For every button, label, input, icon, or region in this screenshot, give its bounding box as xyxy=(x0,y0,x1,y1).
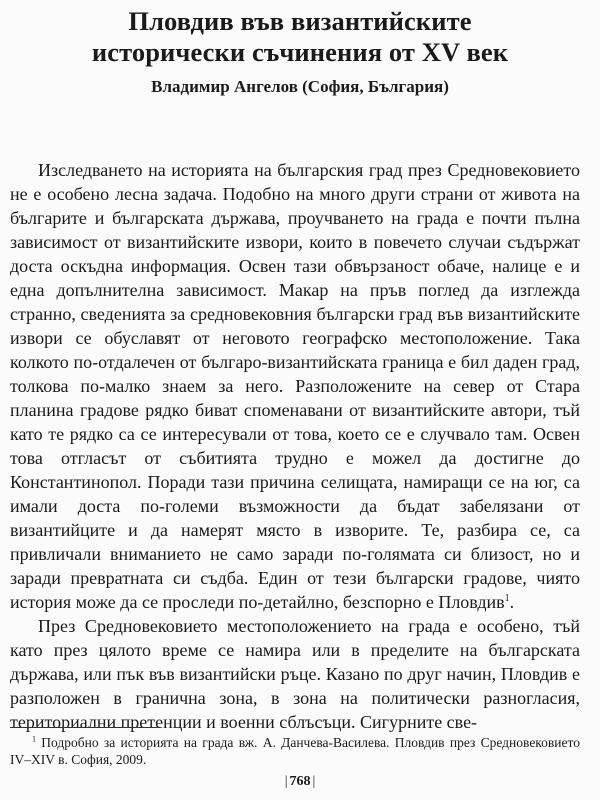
page-number-bar-right: | xyxy=(312,774,316,789)
footnote-text: Подробно за историята на града вж. А. Данчева-Василева. Пловдив през Средновековието IV–XIV в. София, 2009. xyxy=(10,735,580,767)
author-line: Владимир Ангелов (София, България) xyxy=(151,77,449,96)
paragraph-2 xyxy=(10,614,580,734)
title-line-1: Пловдив във византийските xyxy=(128,6,472,36)
page-number-bar-left: | xyxy=(284,774,288,789)
footnote-marker: 1 xyxy=(32,734,36,744)
footnote xyxy=(10,734,580,768)
paragraph-2-text: През Средновековието местоположението на града е особено, тъй като през цялото време се намира или в пределите на българската държава, или пък във византийски ръце. Казано по друг начин, Пловдив е разположен в гранична зона, в зона на политически разногласия, териториални претенции и военни сблъсъци. Сигурните све- xyxy=(10,616,580,732)
article-title xyxy=(0,6,600,68)
paragraph-1-text: Изследването на историята на българския град през Средновековието не е особено лесна задача. Подобно на много други страни от живота на българите и българската държава, проучването на града е почти пълна зависимост от византийските извори, които в повечето случаи съдържат доста оскъдна информация. Освен тази обвързаност обаче, налице е и една допълнителна зависимост. Макар на пръв поглед да изглежда странно, сведенията за средновековния български град във византийските извори се обуславят от неговото географско местоположение. Така колкото по-отдалечен от българо-византийската граница е бил даден град, толкова по-малко знаем за него. Разположените на север от Стара планина градове рядко биват споменавани от византийските автори, тъй като те рядко са се интересували от това, което се е случвало там. Освен това отгласът от събитията трудно е можел да достигне до Константинопол. Поради тази причина селищата, намиращи се на юг, са имали доста по-големи възможности да бъдат забелязани от византийците и да намерят място в изворите. Те, разбира се, са привличали вниманието не само заради по-голямата си близост, но и заради превратната си съдба. Един от тези български градове, чиято история може да се проследи по-детайлно, безспорно е Пловдив xyxy=(10,160,580,612)
page-number xyxy=(0,774,600,790)
footnote-divider xyxy=(10,727,160,728)
title-line-2: исторически съчинения от XV век xyxy=(91,37,509,67)
paragraph-1: Изследването на историята на българския град през Средновековието не е особено лесна задача. Подобно на много други страни от живота на българите и българската държава, проучването на града е почти пълна зависимост от византийските извори, които в повечето случаи съдържат доста оскъдна информация. Освен тази обвързаност обаче, налице е и една допълнителна зависимост. Макар на пръв поглед да изглежда странно, сведенията за средновековния български град във византийските извори се обуславят от неговото географско местоположение. Така колкото по-отдалечен от българо-византийската граница е бил даден град, толкова по-малко знаем за него. Разположените на север от Стара планина градове рядко биват споменавани от византийските автори, тъй като те рядко са се интересували от това, което се е случвало там. Освен това отгласът от събитията трудно е можел да достигне до Константинопол. Поради тази причина селищата, намиращи се на юг, са имали доста по-големи възможности да бъдат забелязани от византийците и да намерят място в изворите. Те, разбира се, са привличали вниманието не само заради по-голямата си близост, но и заради превратната си съдба. Един от тези български градове, чиято история може да се проследи по-детайлно, безспорно е Пловдив$^1$. xyxy=(10,160,580,612)
footnote-reference[interactable]: 1 xyxy=(504,593,510,604)
body-text xyxy=(10,158,580,734)
page-number-value: 768 xyxy=(289,774,311,789)
